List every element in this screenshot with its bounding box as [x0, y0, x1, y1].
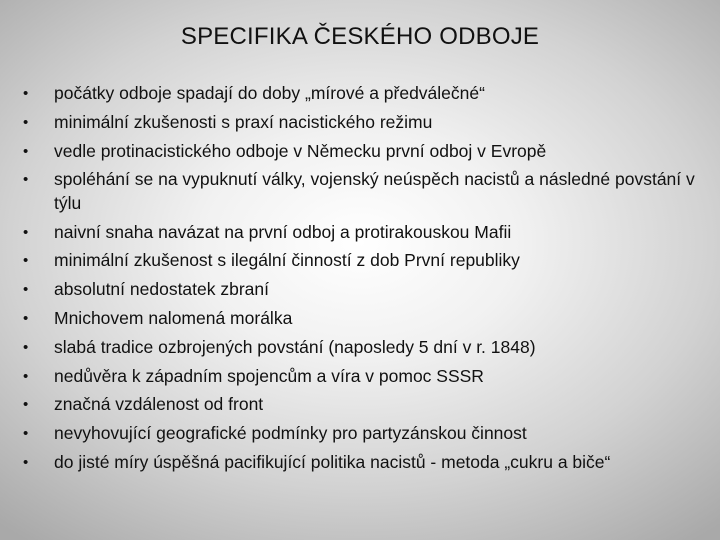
bullet-icon: •: [23, 338, 29, 356]
list-item: [20, 336, 710, 360]
list-item: [20, 307, 710, 331]
list-item: [20, 249, 710, 273]
list-item-text: počátky odboje spadají do doby „mírové a předválečné“: [54, 83, 485, 103]
bullet-icon: •: [23, 171, 29, 189]
list-item-text: minimální zkušenosti s praxí nacistického režimu: [54, 111, 433, 132]
list-item: [20, 168, 710, 215]
bullet-icon: •: [23, 396, 29, 414]
bullet-icon: •: [23, 310, 29, 328]
bullet-icon: •: [23, 454, 29, 472]
list-item: [20, 365, 710, 389]
list-item: [20, 451, 710, 475]
slide-title: SPECIFIKA ČESKÉHO ODBOJE: [180, 23, 540, 50]
list-item-text: nevyhovující geografické podmínky pro partyzánskou činnost: [54, 423, 527, 444]
bullet-icon: •: [23, 425, 29, 443]
bullet-list: [20, 82, 710, 480]
list-item: [20, 82, 710, 106]
bullet-icon: •: [23, 85, 29, 102]
list-item-text: do jisté míry úspěšná pacifikující politika nacistů - metoda „cukru a biče“: [54, 452, 611, 473]
list-item: [20, 422, 710, 446]
bullet-icon: •: [23, 223, 29, 241]
list-item-text: absolutní nedostatek zbraní: [54, 279, 270, 300]
list-item-text: Mnichovem nalomená morálka: [54, 308, 293, 329]
list-item-text: slabá tradice ozbrojených povstání (naposledy 5 dní v r. 1848): [54, 336, 536, 357]
list-item: [20, 278, 710, 302]
list-item: [20, 393, 710, 417]
list-item: [20, 140, 710, 164]
bullet-icon: •: [23, 252, 29, 270]
list-item-text: nedůvěra k západním spojencům a víra v pomoc SSSR: [54, 365, 484, 386]
list-item-text: minimální zkušenost s ilegální činností z dob První republiky: [54, 250, 520, 271]
list-item-text: naivní snaha navázat na první odboj a protirakouskou Mafii: [54, 221, 512, 242]
bullet-icon: •: [23, 142, 29, 160]
bullet-icon: •: [23, 113, 29, 131]
list-item: [20, 111, 710, 135]
list-item-text: vedle protinacistického odboje v Německu první odboj v Evropě: [54, 140, 547, 161]
list-item-text: spoléhání se na vypuknutí války, vojenský neúspěch nacistů a následné povstání v týlu: [54, 169, 695, 213]
list-item: [20, 221, 710, 245]
list-item-text: značná vzdálenost od front: [54, 394, 264, 415]
bullet-icon: •: [23, 367, 29, 385]
bullet-icon: •: [23, 281, 29, 299]
